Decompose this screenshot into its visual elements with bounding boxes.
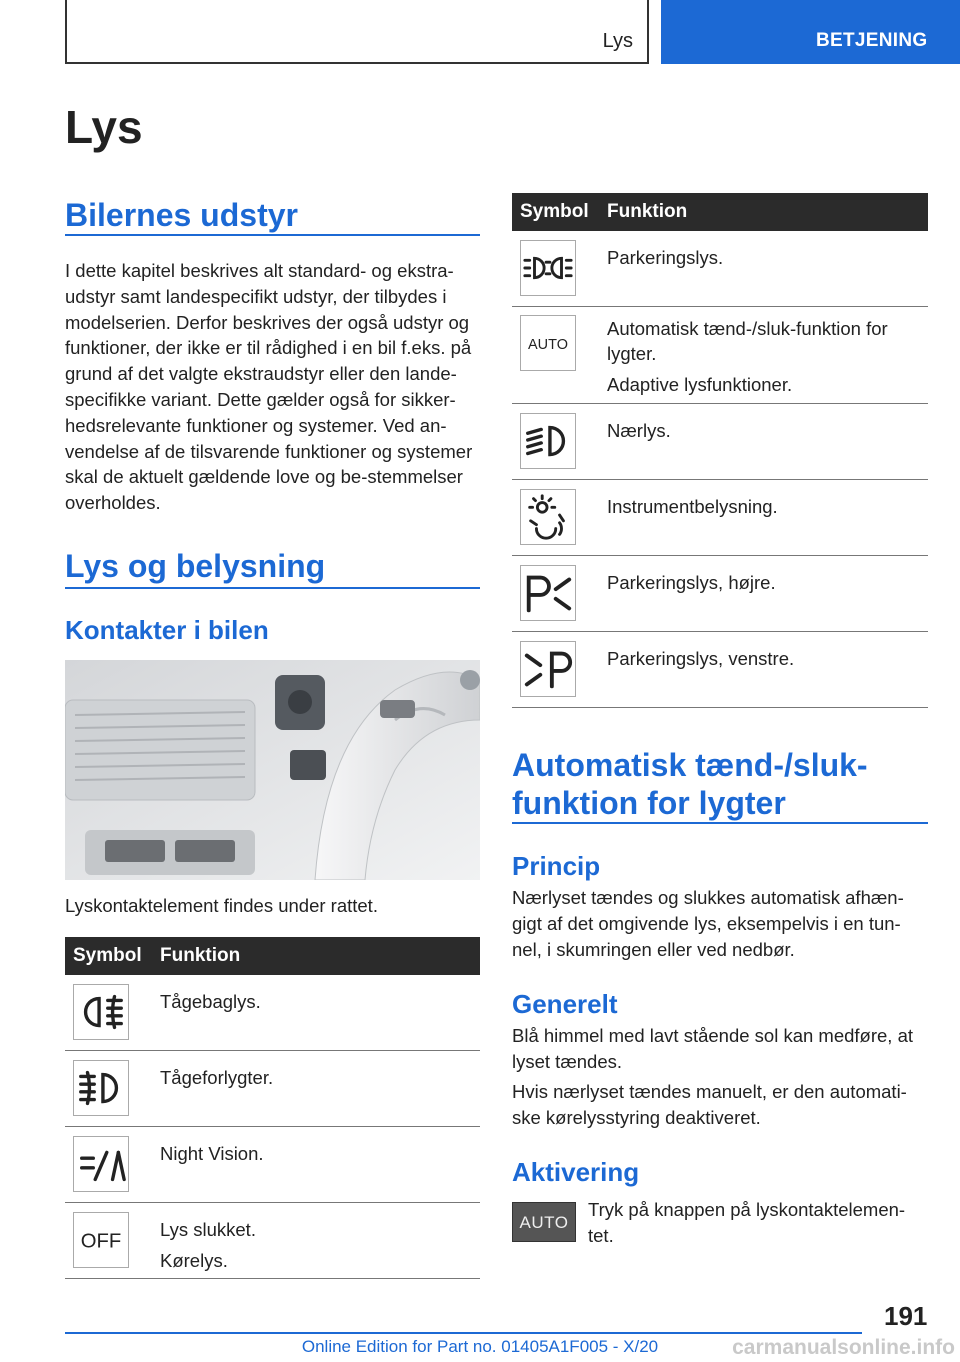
header-section-title: Lys (602, 30, 633, 52)
heading-equipment: Bilernes udstyr (65, 197, 298, 233)
photo-caption: Lyskontaktelement findes under rattet. (65, 895, 378, 916)
dashboard-illustration (65, 660, 480, 880)
heading-general: Generelt (512, 989, 618, 1019)
col-function: Funktion (160, 945, 241, 966)
heading-auto-line2: funktion for lygter (512, 785, 786, 821)
parking-light-left-icon (520, 641, 576, 697)
heading-lights: Lys og belysning (65, 548, 326, 584)
off-icon (73, 1212, 129, 1268)
heading-activation: Aktivering (512, 1157, 640, 1187)
night-vision-icon (73, 1136, 129, 1192)
table-row (65, 1203, 480, 1279)
header-chapter-title: BETJENING (816, 30, 928, 51)
low-beam-icon (520, 413, 576, 469)
table-row (65, 975, 480, 1051)
off-icon-label: OFF (80, 1230, 122, 1253)
row-text: Kørelys. (160, 1250, 228, 1271)
activation-paragraph: Tryk på knappen på lyskontaktelemen-tet. (588, 1199, 906, 1246)
row-text: Parkeringslys, venstre. (607, 648, 795, 669)
footer-edition: Online Edition for Part no. 01405A1F005 - X/20 (301, 1337, 659, 1356)
table-row (65, 1127, 480, 1203)
row-text: Lys slukket. (160, 1219, 256, 1240)
front-fog-light-icon (73, 1060, 129, 1116)
heading-rule (512, 822, 928, 824)
col-function: Funktion (607, 201, 688, 222)
rear-fog-light-icon (73, 984, 129, 1040)
table-row (512, 307, 928, 404)
header-section-box (65, 0, 649, 64)
row-text: Tågeforlygter. (160, 1067, 274, 1088)
table-row (512, 480, 928, 556)
row-text: Parkeringslys, højre. (607, 572, 776, 593)
table-row (512, 404, 928, 480)
equipment-paragraph: I dette kapitel beskrives alt standard- og ekstra-udstyr samt landespecifikt udstyr, der tilbydes i modelserien. Derfor beskrives der også udstyr og funktioner, der ikke er til rådighed i en bil f.eks. på grund af det valgte ekstraudstyr eller den lande-specifikke variant. Dette gælder også for sikker-hedsrelevante funktioner og systemer. Ved an-vendelse af de tilsvarende funktioner og systemer skal de aktuelt gældende love og be-stemmelser overholdes. (65, 260, 473, 514)
auto-button-icon (512, 1202, 576, 1242)
general-paragraph-1: Blå himmel med lavt stående sol kan medføre, at lyset tændes. (512, 1025, 914, 1072)
heading-auto-line1: Automatisk tænd-/sluk- (512, 747, 868, 783)
table-row (512, 231, 928, 307)
instrument-lighting-icon (520, 489, 576, 545)
parking-lights-icon (520, 240, 576, 296)
page-number: 191 (884, 1301, 928, 1331)
footer-rule (65, 1332, 862, 1334)
col-symbol: Symbol (73, 945, 142, 966)
page-title: Lys (65, 101, 143, 153)
heading-rule (65, 587, 480, 589)
row-text: Nærlys. (607, 420, 671, 441)
heading-switches: Kontakter i bilen (65, 615, 269, 645)
table-row (512, 556, 928, 632)
col-symbol: Symbol (520, 201, 589, 222)
right-table-header (512, 193, 928, 231)
row-text: Instrumentbelysning. (607, 496, 778, 517)
row-text: Automatisk tænd-/sluk-funktion for lygter. (607, 318, 888, 364)
row-text: Adaptive lysfunktioner. (607, 374, 793, 395)
table-row (512, 632, 928, 708)
heading-principle: Princip (512, 851, 601, 881)
auto-icon-label: AUTO (528, 336, 568, 353)
parking-light-right-icon (520, 565, 576, 621)
row-text: Tågebaglys. (160, 991, 261, 1012)
watermark: carmanualsonline.info (732, 1336, 955, 1359)
header-chapter-box (661, 0, 960, 64)
table-row (65, 1051, 480, 1127)
general-paragraph-2: Hvis nærlyset tændes manuelt, er den automati-ske kørelysstyring deaktiveret. (512, 1081, 907, 1128)
left-table-header (65, 937, 480, 975)
auto-icon (520, 315, 576, 371)
row-text: Night Vision. (160, 1143, 264, 1164)
principle-paragraph: Nærlyset tændes og slukkes automatisk afhæn-gigt af det omgivende lys, eksempelvis i en tun-nel, i skumringen eller ved nedbør. (512, 887, 904, 960)
row-text: Parkeringslys. (607, 247, 724, 268)
heading-rule (65, 234, 480, 236)
dashboard-photo (65, 660, 480, 880)
auto-button-label: AUTO (519, 1213, 569, 1232)
